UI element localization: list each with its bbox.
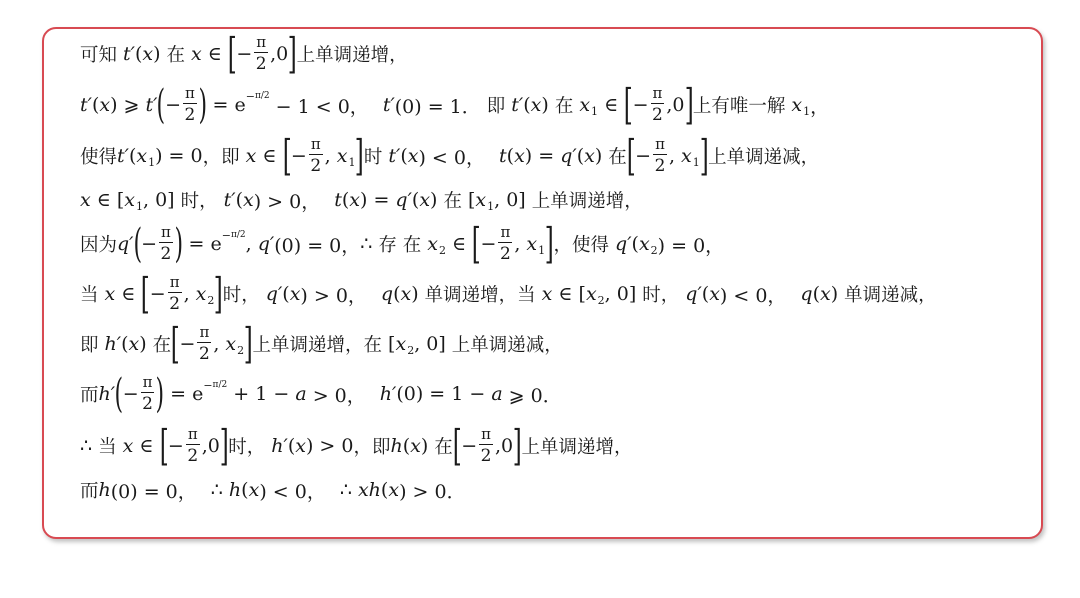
line-text: 而 (80, 385, 99, 406)
line-text: 在 (152, 335, 172, 356)
line-text: 当 (98, 437, 117, 458)
line-text: 上有唯一解 (692, 96, 786, 117)
line-text: 即 (80, 335, 99, 356)
line-text: 时， (222, 285, 260, 306)
line-text: 在 (608, 147, 627, 168)
line-text: 使得 (80, 147, 118, 168)
line-text: 当 (80, 285, 99, 306)
line-text: 在 (443, 191, 462, 212)
line-text: 单调递减， (844, 285, 937, 306)
line-text: 时， (228, 437, 266, 458)
line-text: 在 (166, 45, 186, 66)
line-text: 上单调递增，在 (252, 335, 383, 356)
line-text: 上单调递增， (296, 45, 408, 66)
line-text: 上单调递减， (451, 335, 563, 356)
line-text: 因为 (80, 235, 118, 256)
line-text: 时， (642, 285, 680, 306)
solution-line-7: 即 h′ ( x ) 在 [ − $\frac{\pi}{2}$ , x 2 ] 上单调递增，在 [ x 2 , 0] 上单调递减， (80, 319, 563, 368)
solution-line-4: x ∈ [ x 1 , 0] 时， t′ ( x ) > 0， t ( x ) = q′ ( x ) 在 [ x 1 , 0] 上单调递增， (80, 189, 643, 213)
line-text: ，使得 (553, 235, 610, 256)
solution-line-5: 因为 q′ ( − $\frac{\pi}{2}$ ) = e − π/2 , q′ (0) = 0， ∴ 存 在 x 2 ∈ [ − $\frac{\pi}{2}$ , x 1 ] ，使得 q′ ( x 2 ) = 0， (80, 219, 725, 268)
line-text: 上单调递增， (531, 191, 643, 212)
line-text: 存 在 (378, 235, 422, 256)
line-text: 单调递增，当 (424, 285, 536, 306)
line-text: 在 (554, 96, 574, 117)
solution-line-8: 而 h′ ( − $\frac{\pi}{2}$ ) = e − π/2 + 1 − a > 0， h′ (0) = 1 − a ⩾ 0． (80, 371, 562, 417)
solution-line-6: 当 x ∈ [ − $\frac{\pi}{2}$ , x 2 ] 时， q′ ( x ) > 0， q ( x ) 单调递增，当 x ∈ [ x 2 , 0] 时， q′ ( x ) < 0， q ( x ) 单调递减， (80, 269, 937, 318)
line-text: 而 (80, 481, 99, 502)
line-text: 上单调递减， (708, 147, 820, 168)
line-text: 时 (363, 147, 383, 168)
line-text: 即 (486, 96, 506, 117)
line-text: 时， (180, 191, 218, 212)
solution-line-1: 可知 t′ ( x ) 在 x ∈ [ − $\frac{\pi}{2}$ , 0 ] 上单调递增， (80, 29, 408, 78)
line-text: 上单调递增， (521, 437, 633, 458)
line-text: 可知 (80, 45, 118, 66)
solution-line-10: 而 h (0) = 0， ∴ h ( x ) < 0， ∴ xh ( x ) > 0． (80, 479, 466, 503)
solution-line-2: t′ ( x ) ⩾ t′ ( − $\frac{\pi}{2}$ ) = e − π/2 − 1 < 0， t′ (0) = 1． 即 t′ ( x ) 在 x 1 ∈ [ − $\frac{\pi}{2}$ , 0 ] 上有唯一解 x 1 ， (80, 80, 830, 129)
solution-line-9: ∴ 当 x ∈ [ − $\frac{\pi}{2}$ , 0 ] 时， h′ ( x ) > 0 ，即 h ( x ) 在 [ − $\frac{\pi}{2}$ , 0 ] 上单调递增， (80, 421, 633, 470)
line-text: ，即 (353, 437, 391, 458)
line-text: 在 (434, 437, 453, 458)
line-text: ，即 (202, 147, 240, 168)
solution-line-3: 使得 t′ ( x 1 ) = 0 ，即 x ∈ [ − $\frac{\pi}{2}$ , x 1 ] 时 t′ ( x ) < 0， t ( x ) = q′ ( x ) 在 [ − $\frac{\pi}{2}$ , x 1 ] 上单调递减， (80, 131, 820, 180)
